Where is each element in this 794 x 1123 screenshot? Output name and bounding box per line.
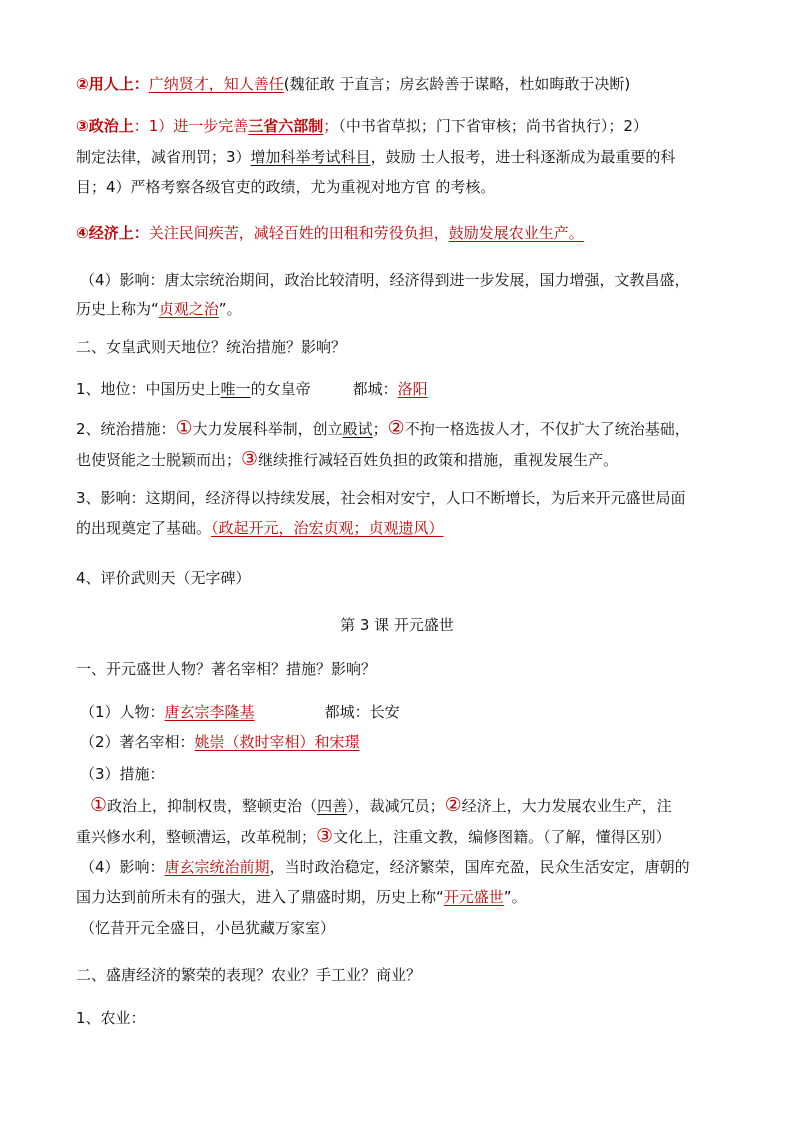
zhengzhi-colon: ： — [133, 117, 149, 135]
cuoshi-d: 不拘一格选拔人才，不仅扩大了统治基础， — [404, 420, 690, 438]
m-line2b: 文化上，注重文教，编修图籍。（了解，懂得区别） — [333, 828, 671, 846]
kaiyuan-ying-line-1 — [80, 857, 730, 877]
sansheng-liubu-underlined: 三省六部制 — [248, 117, 324, 135]
jingji-text: 关注民间疾苦，减轻百姓的田租和劳役负担， — [148, 224, 449, 242]
zhengzhi-line-2 — [76, 147, 726, 167]
circled-number-4: ④ — [76, 224, 89, 242]
luoyang-underlined: 洛阳 — [397, 380, 428, 398]
y-line2a: 国力达到前所未有的强大，进入了鼎盛时期，历史上称“ — [76, 888, 444, 906]
yongren-rest: (魏征敢 于直言；房玄龄善于谋略，杜如晦敢于决断) — [283, 75, 631, 93]
lesson-title — [0, 615, 794, 635]
circled-number-2c: ② — [444, 794, 462, 816]
wuzetian-heading — [76, 337, 726, 357]
wuzetian-diwei-line — [76, 379, 726, 399]
poem-line — [80, 918, 730, 938]
renwu-line — [80, 702, 730, 722]
zhengzhi-line2b: ，鼓励 士人报考，进士科逐渐成为最重要的科 — [370, 148, 676, 166]
yongren-underlined: 广纳贤才，知人善任 — [148, 75, 284, 93]
zhengzhi-line3: 目；4）严格考察各级官吏的政绩，尤为重视对地方官 的考核。 — [76, 178, 496, 196]
y-a: ，当时政治稳定，经济繁荣，国库充盈，民众生活安定，唐朝的 — [269, 858, 690, 876]
zaixiang-line — [80, 732, 730, 752]
nongye-line — [76, 1008, 726, 1028]
diwei-text-b: 的女皇帝 — [250, 380, 311, 398]
zhenguan-line-2 — [76, 299, 726, 319]
zhengzhi-line-1 — [76, 116, 726, 136]
kaiyuan-ying-line-2 — [76, 887, 726, 907]
m-c: 经济上，大力发展农业生产，注 — [461, 797, 672, 815]
zaixiang-label: （2）著名宰相： — [80, 733, 195, 751]
ducheng-changan: 都城：长安 — [324, 703, 400, 721]
m-b: ），裁减冗员； — [347, 797, 445, 815]
circled-number-3: ③ — [76, 117, 89, 135]
y-line2b: ”。 — [503, 888, 527, 906]
zhenguan-text-1: （4）影响：唐太宗统治期间，政治比较清明，经济得到进一步发展，国力增强，文教昌盛， — [80, 271, 690, 289]
y-label: （4）影响： — [80, 858, 165, 876]
wuzetian-cuoshi-line-1 — [76, 418, 726, 439]
cuoshi-label: 2、统治措施： — [76, 420, 176, 438]
circled-number-1: ① — [175, 417, 193, 439]
m-line2a: 重兴修水利，整顿漕运，改革税制； — [76, 828, 317, 846]
y-underlined: 唐玄宗统治前期 — [164, 858, 270, 876]
dianshi-underlined: 殿试 — [342, 420, 373, 438]
zhenguan-line-1 — [80, 270, 730, 290]
wuzetian-ying-line-1 — [76, 488, 726, 508]
cuoshi-line2a: 也使贤能之士脱颖而出； — [76, 451, 242, 469]
lesson-title-text: 第 3 课 开元盛世 — [340, 616, 454, 634]
cuoshi-b: 大力发展科举制，创立 — [192, 420, 343, 438]
keju-underlined: 增加科举考试科目 — [250, 148, 371, 166]
wuzetian-ying-line-2 — [76, 518, 726, 538]
zhengzhi-line2: 制定法律，减省刑罚；3） — [76, 148, 251, 166]
kaiyuan-heading — [76, 659, 726, 679]
circled-number-1b: ① — [90, 794, 108, 816]
kaiyuan-heading-text: 一、开元盛世人物？著名宰相？措施？影响？ — [76, 660, 377, 678]
zhengzhi-paren: （中书省草拟；门下省审核；尚书省执行）；2） — [338, 117, 648, 135]
wuzetian-cuoshi-line-2 — [76, 449, 726, 470]
zhengzhi-p1: 1）进一步完善 — [148, 117, 249, 135]
poem-text: （忆昔开元全盛日，小邑犹藏万家室） — [80, 919, 336, 937]
diwei-text-a: 1、地位：中国历史上 — [76, 380, 221, 398]
cuoshi-line2b: 继续推行减轻百姓负担的政策和措施，重视发展生产。 — [258, 451, 619, 469]
zhengzhi-semicolon: ； — [323, 117, 339, 135]
circled-number-3c: ③ — [316, 825, 334, 847]
zhenguan-underlined: 贞观之治 — [158, 300, 219, 318]
ducheng-label: 都城： — [352, 380, 398, 398]
ying-text-1: 3、影响：这期间，经济得以持续发展，社会相对安宁，人口不断增长，为后来开元盛世局面 — [76, 489, 686, 507]
cuoshi-c: ； — [372, 420, 388, 438]
diwei-underlined: 唯一 — [220, 380, 251, 398]
cuoshi3-label: （3）措施： — [80, 765, 165, 783]
wuzetian-pingjia — [76, 568, 726, 588]
circled-number-3b: ③ — [241, 448, 259, 470]
wuzetian-heading-text: 二、女皇武则天地位？统治措施？影响？ — [76, 338, 347, 356]
kaiyuan-shengshi-underlined: 开元盛世 — [443, 888, 504, 906]
shengtang-heading-text: 二、盛唐经济的繁荣的表现？农业？手工业？商业？ — [76, 966, 422, 984]
cuoshi3-label-line — [80, 764, 730, 784]
cuoshi3-line-1 — [90, 795, 740, 816]
renwu-label: （1）人物： — [80, 703, 165, 721]
zhenguan-text-2a: 历史上称为“ — [76, 300, 159, 318]
yongren-line — [76, 74, 726, 94]
zhengzhi-label: 政治上 — [88, 117, 134, 135]
zaixiang-underlined: 姚崇（救时宰相）和宋璟 — [194, 733, 360, 751]
shengtang-heading — [76, 965, 726, 985]
pingjia-text: 4、评价武则天（无字碑） — [76, 569, 251, 587]
zhenguan-text-2b: ”。 — [218, 300, 242, 318]
jingji-label: 经济上： — [88, 224, 149, 242]
m-a: 政治上，抑制权贵，整顿吏治（ — [107, 797, 318, 815]
jingji-underlined: 鼓励发展农业生产。 — [448, 224, 584, 242]
ying-text-2a: 的出现奠定了基础。 — [76, 519, 212, 537]
circled-number-2: ② — [76, 75, 89, 93]
sishan-underlined: 四善 — [317, 797, 348, 815]
yongren-label: 用人上： — [88, 75, 149, 93]
circled-number-2b: ② — [387, 417, 405, 439]
jingji-line — [76, 223, 726, 243]
renwu-underlined: 唐玄宗李隆基 — [164, 703, 255, 721]
zhengzhi-line-3 — [76, 177, 726, 197]
nongye-text: 1、农业： — [76, 1009, 146, 1027]
cuoshi3-line-2 — [76, 826, 726, 847]
ying-underlined: （政起开元，治宏贞观；贞观遗风） — [211, 519, 444, 537]
